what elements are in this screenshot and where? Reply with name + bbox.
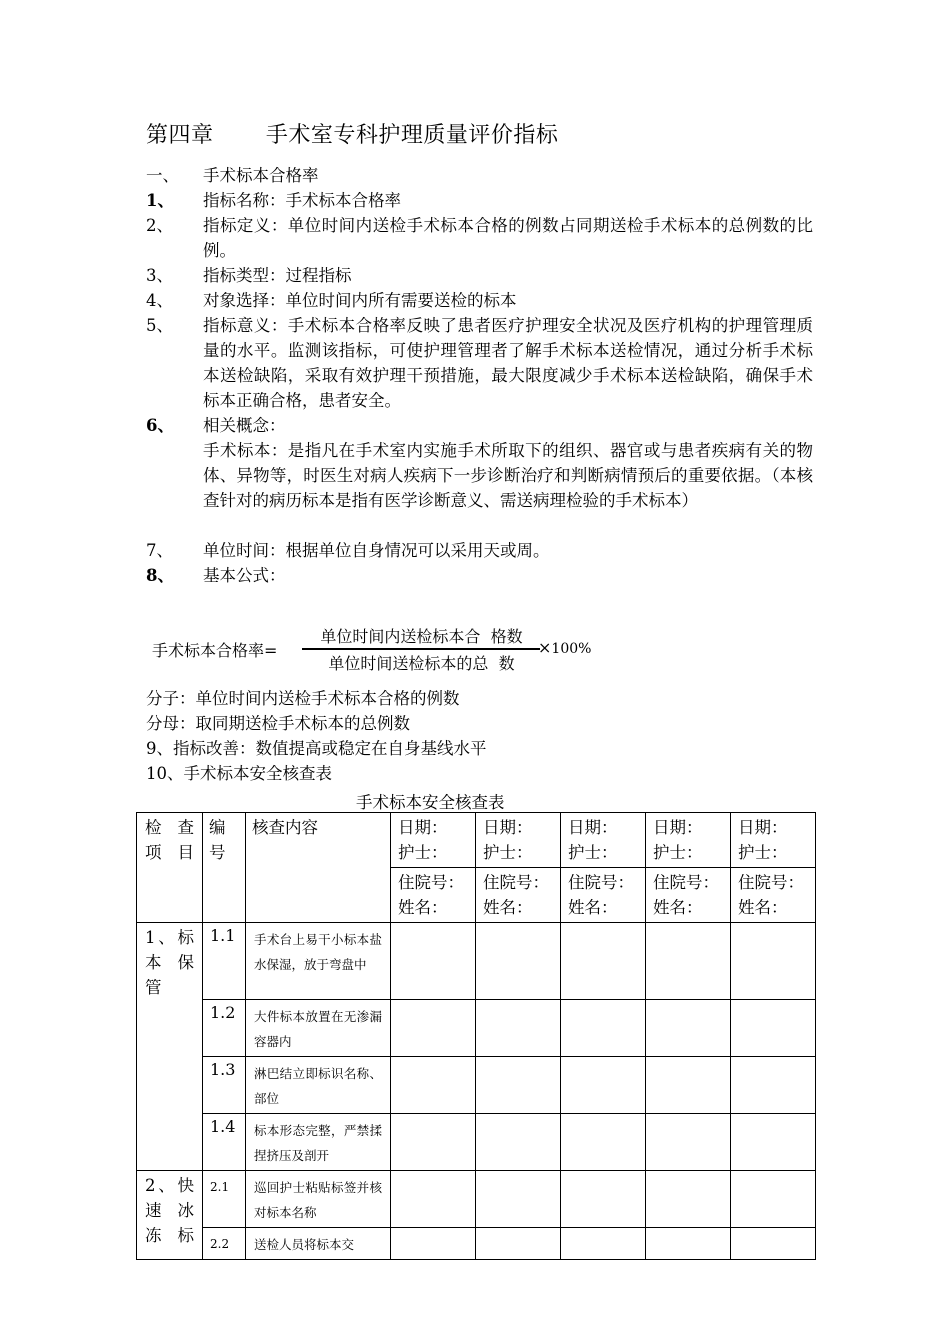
checklist-table [136, 812, 816, 1260]
content-cell: 标本形态完整，严禁揉捏挤压及剖开 [246, 1114, 391, 1171]
table-row [137, 1171, 816, 1228]
check-cell[interactable] [731, 1171, 816, 1228]
check-cell[interactable] [646, 1228, 731, 1260]
header-date-cell[interactable] [391, 813, 476, 868]
admission-label: 住院号： [483, 873, 549, 892]
formula-numerator: 单位时间内送检标本合 格数 [320, 627, 523, 646]
header-date-cell[interactable] [646, 813, 731, 868]
code-cell: 2.1 [203, 1171, 246, 1228]
check-cell[interactable] [646, 923, 731, 1000]
check-cell[interactable] [731, 1000, 816, 1057]
check-cell[interactable] [646, 1057, 731, 1114]
item-number: 2、 [146, 216, 173, 235]
times-sign: × [538, 638, 552, 657]
formula-multiplier [538, 638, 591, 657]
header-content: 核查内容 [246, 813, 391, 923]
name-label: 姓名： [653, 898, 703, 917]
header-patient-cell[interactable] [391, 868, 476, 923]
check-cell[interactable] [561, 1000, 646, 1057]
item-number: 4、 [146, 291, 173, 310]
check-cell[interactable] [561, 923, 646, 1000]
nurse-label: 护士： [483, 843, 533, 862]
item-number: 7、 [146, 541, 173, 560]
note-numerator: 分子：单位时间内送检手术标本合格的例数 [146, 689, 460, 708]
check-cell[interactable] [731, 1057, 816, 1114]
fraction-bar [302, 648, 540, 650]
item-text: 相关概念： [203, 416, 286, 435]
code-cell: 1.4 [203, 1114, 246, 1171]
note-checklist: 10、手术标本安全核查表 [146, 764, 332, 783]
chapter-title: 第四章 手术室专科护理质量评价指标 [146, 123, 559, 148]
admission-label: 住院号： [568, 873, 634, 892]
item-text: 指标名称：手术标本合格率 [203, 191, 401, 210]
section-number: 一、 [146, 166, 179, 185]
date-label: 日期： [398, 818, 448, 837]
formula-denominator: 单位时间送检标本的总 数 [328, 654, 515, 673]
code-cell: 2.2 [203, 1228, 246, 1260]
item-text: 基本公式： [203, 566, 286, 585]
item-text: 单位时间：根据单位自身情况可以采用天或周。 [203, 541, 550, 560]
header-code: 编号 [203, 813, 246, 923]
code-cell: 1.3 [203, 1057, 246, 1114]
table-row [137, 1000, 816, 1057]
check-cell[interactable] [391, 1114, 476, 1171]
check-cell[interactable] [391, 1171, 476, 1228]
header-category: 检 查 项目 [137, 813, 203, 923]
table-title: 手术标本安全核查表 [356, 793, 505, 812]
check-cell[interactable] [476, 1000, 561, 1057]
code-cell: 1.1 [203, 923, 246, 1000]
check-cell[interactable] [561, 1057, 646, 1114]
date-label: 日期： [483, 818, 533, 837]
table-row [137, 1228, 816, 1260]
header-date-cell[interactable] [476, 813, 561, 868]
formula-lhs: 手术标本合格率= [152, 641, 278, 660]
date-label: 日期： [568, 818, 618, 837]
date-label: 日期： [738, 818, 788, 837]
code-cell: 1.2 [203, 1000, 246, 1057]
content-cell: 巡回护士粘贴标签并核对标本名称 [246, 1171, 391, 1228]
check-cell[interactable] [391, 1228, 476, 1260]
check-cell[interactable] [391, 1000, 476, 1057]
item-text: 指标意义：手术标本合格率反映了患者医疗护理安全状况及医疗机构的护理管理质量的水平。监测该指标，可使护理管理者了解手术标本送检情况，通过分析手术标本送检缺陷，采取有效护理干预措施，最大限度减少手术标本送检缺陷，确保手术标本正确合格，患者安全。 [203, 316, 813, 410]
item-number: 8、 [146, 566, 174, 585]
note-denominator: 分母：取同期送检手术标本的总例数 [146, 714, 410, 733]
table-header-row [137, 813, 816, 868]
item-text: 指标类型：过程指标 [203, 266, 352, 285]
content-cell: 手术台上易干小标本盐水保湿，放于弯盘中 [246, 923, 391, 1000]
date-label: 日期： [653, 818, 703, 837]
check-cell[interactable] [646, 1000, 731, 1057]
note-improvement: 9、指标改善：数值提高或稳定在自身基线水平 [146, 739, 487, 758]
nurse-label: 护士： [568, 843, 618, 862]
check-cell[interactable] [476, 923, 561, 1000]
check-cell[interactable] [391, 923, 476, 1000]
name-label: 姓名： [568, 898, 618, 917]
check-cell[interactable] [561, 1171, 646, 1228]
check-cell[interactable] [731, 1228, 816, 1260]
check-cell[interactable] [476, 1114, 561, 1171]
check-cell[interactable] [731, 1114, 816, 1171]
check-cell[interactable] [476, 1171, 561, 1228]
item-text: 指标定义：单位时间内送检手术标本合格的例数占同期送检手术标本的总例数的比例。 [203, 216, 813, 260]
concept-detail-text: 手术标本：是指凡在手术室内实施手术所取下的组织、器官或与患者疾病有关的物体、异物等，时医生对病人疾病下一步诊断治疗和判断病情预后的重要依据。（本核查针对的病历标本是指有医学诊断意义、需送病理检验的手术标本） [203, 441, 813, 510]
header-date-cell[interactable] [561, 813, 646, 868]
name-label: 姓名： [483, 898, 533, 917]
category-cell: 2、快速冰冻标 [137, 1171, 203, 1260]
content-cell: 淋巴结立即标识名称、部位 [246, 1057, 391, 1114]
table-row [137, 1057, 816, 1114]
check-cell[interactable] [391, 1057, 476, 1114]
check-cell[interactable] [646, 1171, 731, 1228]
table-row [137, 1114, 816, 1171]
name-label: 姓名： [398, 898, 448, 917]
formula [152, 620, 612, 680]
check-cell[interactable] [476, 1228, 561, 1260]
nurse-label: 护士： [738, 843, 788, 862]
name-label: 姓名： [738, 898, 788, 917]
header-patient-cell[interactable] [561, 868, 646, 923]
check-cell[interactable] [646, 1114, 731, 1171]
item-number: 6、 [146, 416, 174, 435]
header-patient-cell[interactable] [476, 868, 561, 923]
table-row [137, 923, 816, 1000]
category-cell: 1、标本保管 [137, 923, 203, 1171]
check-cell[interactable] [561, 1114, 646, 1171]
check-cell[interactable] [476, 1057, 561, 1114]
check-cell[interactable] [561, 1228, 646, 1260]
item-number: 1、 [146, 191, 174, 210]
formula-percent: 100% [551, 641, 592, 657]
admission-label: 住院号： [653, 873, 719, 892]
admission-label: 住院号： [398, 873, 464, 892]
item-number: 5、 [146, 316, 173, 335]
nurse-label: 护士： [398, 843, 448, 862]
content-cell: 送检人员将标本交 [246, 1228, 391, 1260]
check-cell[interactable] [731, 923, 816, 1000]
header-patient-cell[interactable] [646, 868, 731, 923]
item-text: 对象选择：单位时间内所有需要送检的标本 [203, 291, 517, 310]
item-number: 3、 [146, 266, 173, 285]
header-patient-cell[interactable] [731, 868, 816, 923]
section-title: 手术标本合格率 [203, 166, 319, 185]
nurse-label: 护士： [653, 843, 703, 862]
header-date-cell[interactable] [731, 813, 816, 868]
content-cell: 大件标本放置在无渗漏容器内 [246, 1000, 391, 1057]
admission-label: 住院号： [738, 873, 804, 892]
